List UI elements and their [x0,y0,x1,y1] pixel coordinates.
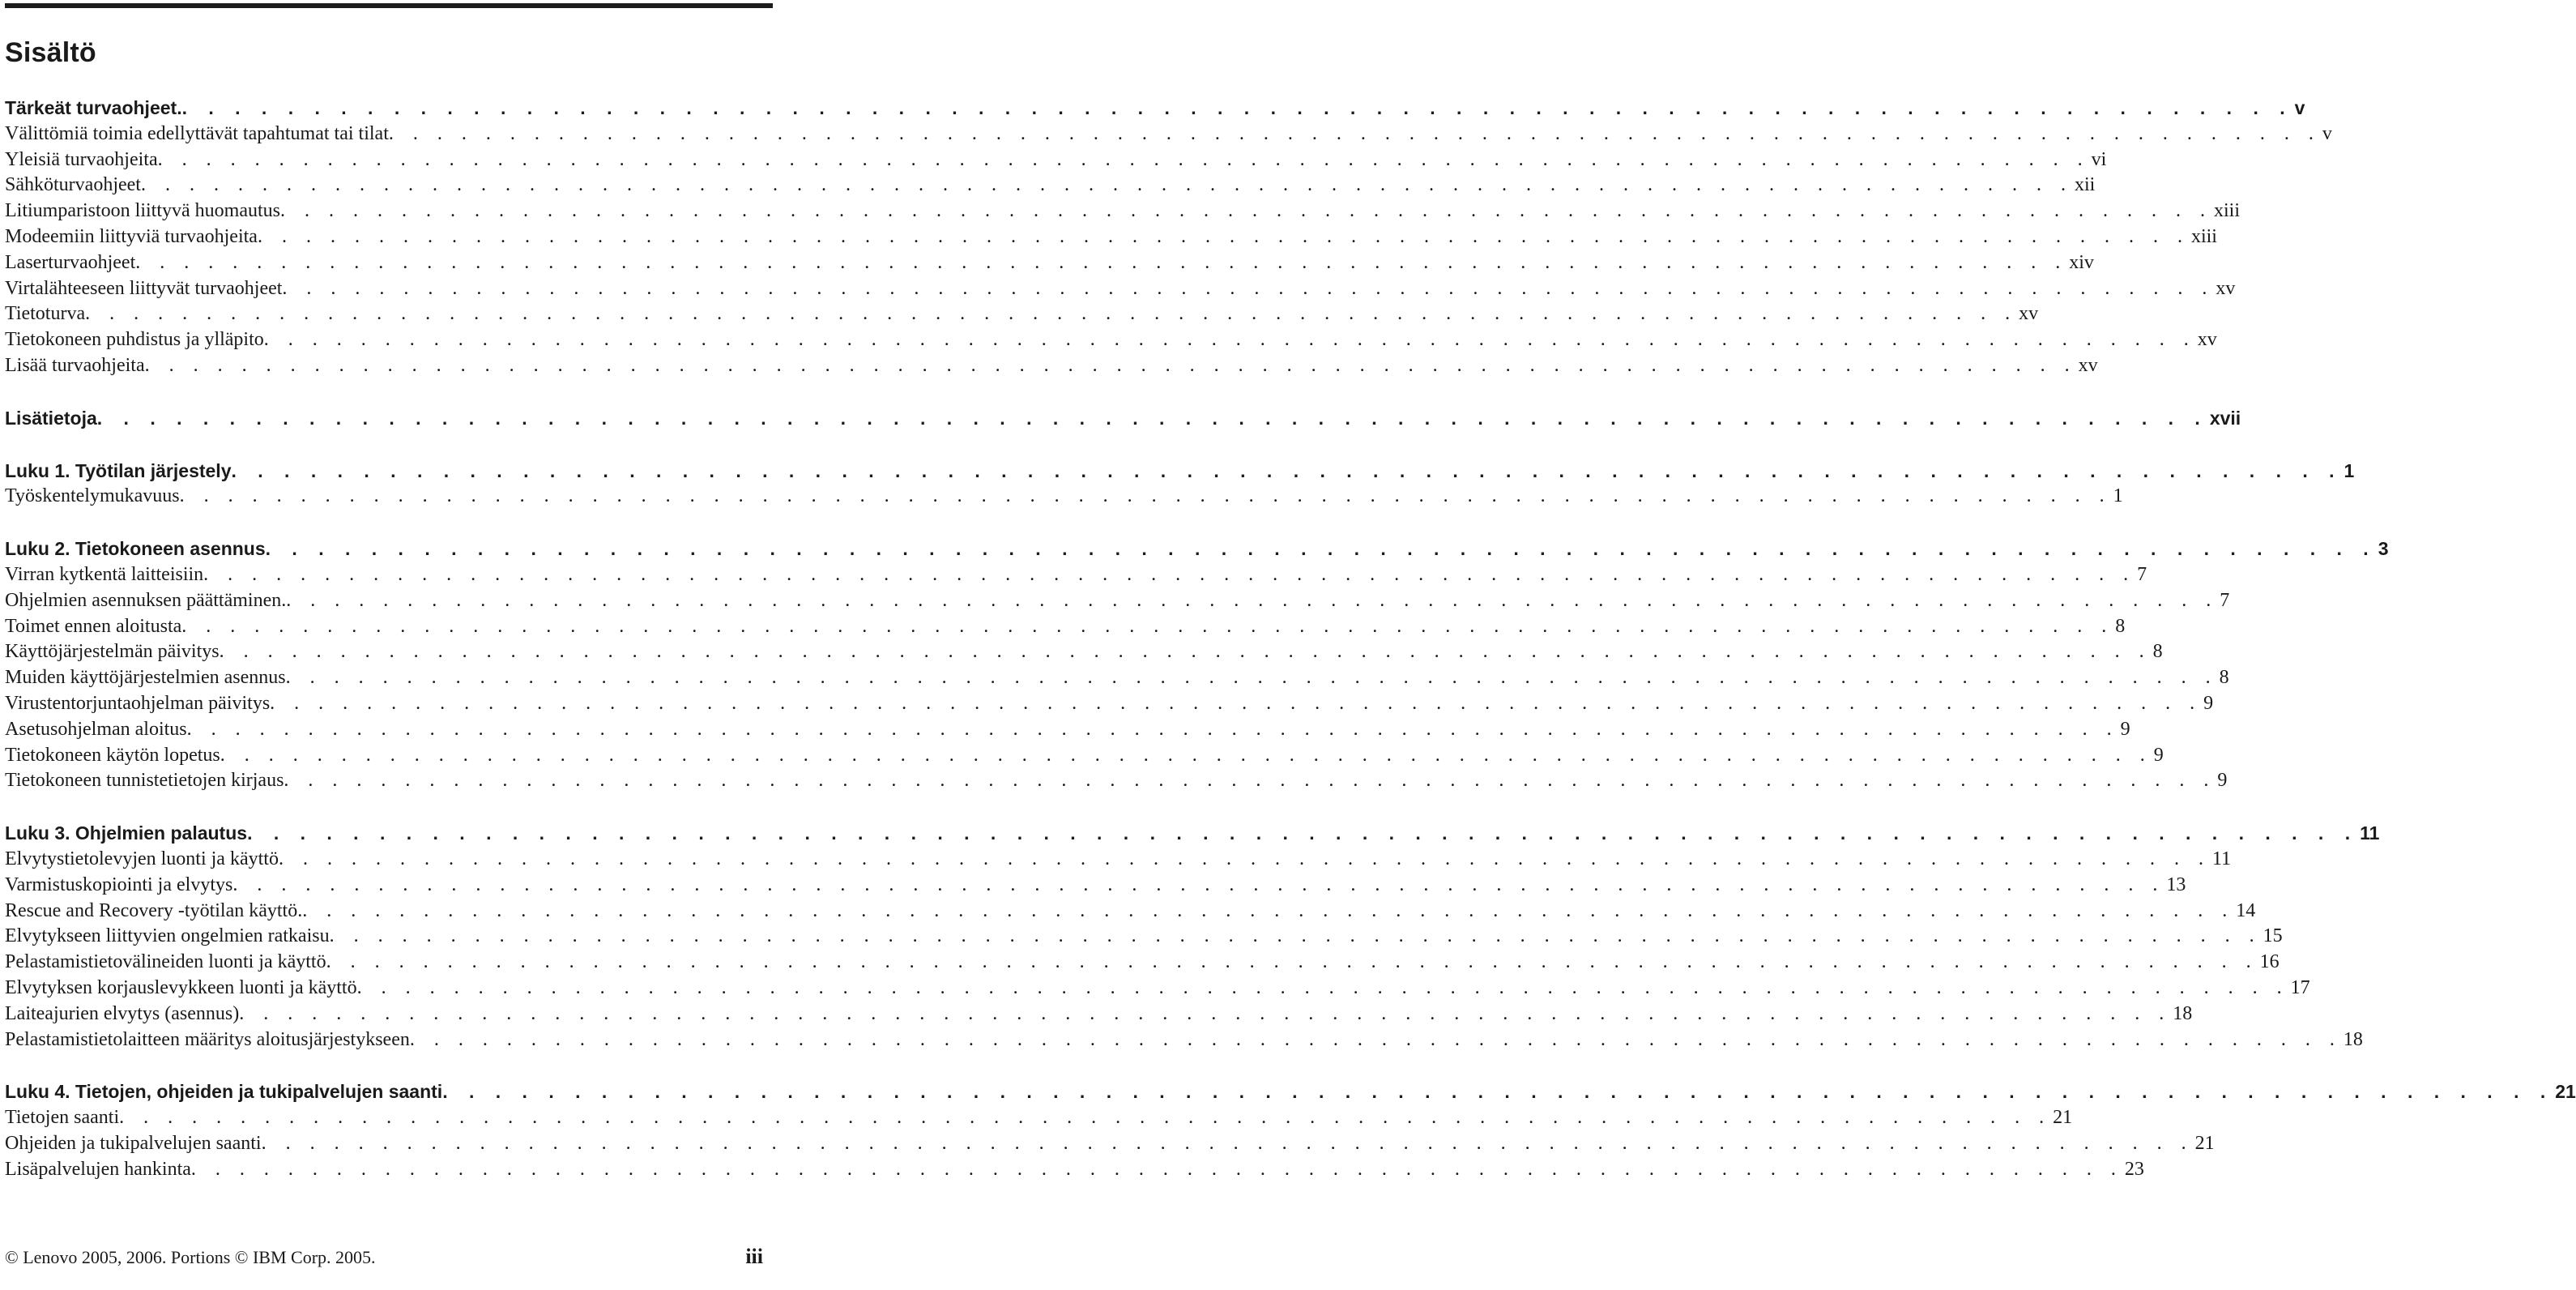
toc-entry[interactable] [5,588,2230,614]
toc-page-number: xvii [2209,407,2241,429]
toc-entry[interactable] [5,1131,2215,1157]
dot-leader: . . . . . . . . . . . . . . . . . . . . . . . . . . . . . . . . . . . . . . . . . . . . . . . . . . . . . . . . . . . . . . . . . . . . . . . . . . . . . . . . [190,1158,2123,1180]
toc-section [5,821,2380,1053]
toc-entry[interactable] [5,327,2217,353]
toc-title: Luku 1. Työtilan järjestely [5,459,232,481]
toc-entry[interactable] [5,1157,2144,1183]
toc-page-number: 9 [2203,692,2214,714]
toc-entry[interactable] [5,1027,2363,1053]
toc-page-number: 3 [2378,538,2389,560]
toc-title: Litiumparistoon liittyvä huomautus [5,200,280,222]
toc-title: Ohjelmien asennuksen päättäminen. [5,589,287,611]
section-spacer [5,379,763,406]
toc-section [5,1079,2576,1182]
toc-entry[interactable] [5,639,2163,665]
dot-leader: . . . . . . . . . . . . . . . . . . . . . . . . . . . . . . . . . . . . . . . . . . . . . . . . . . . . . . . . . . . . . . . . . . . . . . . . . . . . . . . . [284,770,2216,792]
dot-leader: . . . . . . . . . . . . . . . . . . . . . . . . . . . . . . . . . . . . . . . . . . . . . . . . . . . . . . . . . . . . . . . . . . . . . . . . . . . . . . . . [442,1081,2554,1103]
toc-title: Virustentorjuntaohjelman päivitys [5,692,271,714]
toc-page-number: 7 [2220,589,2230,611]
dot-leader: . . . . . . . . . . . . . . . . . . . . . . . . . . . . . . . . . . . . . . . . . . . . . . . . . . . . . . . . . . . . . . . . . . . . . . . . . . . . . . . . [219,641,2152,663]
toc-title: Luku 2. Tietokoneen asennus [5,538,266,560]
dot-leader: . . . . . . . . . . . . . . . . . . . . . . . . . . . . . . . . . . . . . . . . . . . . . . . . . . . . . . . . . . . . . . . . . . . . . . . . . . . . . . . . [257,225,2190,247]
toc-entry[interactable] [5,924,2283,950]
toc-title: Sähköturvaohjeet [5,174,141,196]
toc-title: Lisää turvaohjeita [5,354,145,376]
dot-leader: . . . . . . . . . . . . . . . . . . . . . . . . . . . . . . . . . . . . . . . . . . . . . . . . . . . . . . . . . . . . . . . . . . . . . . . . . . . . . . . . [140,174,2073,196]
toc-page-number: 1 [2113,485,2123,507]
toc-entry[interactable] [5,199,2240,224]
dot-leader: . . . . . . . . . . . . . . . . . . . . . . . . . . . . . . . . . . . . . . . . . . . . . . . . . . . . . . . . . . . . . . . . . . . . . . . . . . . . . . . . [239,1002,2172,1024]
toc-page-number: 23 [2124,1158,2144,1180]
toc-page-number: 7 [2137,563,2147,585]
dot-leader: . . . . . . . . . . . . . . . . . . . . . . . . . . . . . . . . . . . . . . . . . . . . . . . . . . . . . . . . . . . . . . . . . . . . . . . . . . . . . . . . [270,692,2203,714]
toc-entry[interactable] [5,173,2096,199]
dot-leader: . . . . . . . . . . . . . . . . . . . . . . . . . . . . . . . . . . . . . . . . . . . . . . . . . . . . . . . . . . . . . . . . . . . . . . . . . . . . . . . . [232,874,2165,895]
toc-entry[interactable] [5,147,2107,173]
toc-title: Tietokoneen puhdistus ja ylläpito [5,329,264,351]
toc-page-number: 9 [2217,770,2228,792]
toc-page-number: 21 [2555,1081,2576,1103]
toc-entry[interactable] [5,768,2228,794]
toc-page-number: 15 [2263,925,2283,947]
toc-page-number: xv [2216,277,2236,299]
toc-heading[interactable] [5,96,2305,122]
dot-leader: . . . . . . . . . . . . . . . . . . . . . . . . . . . . . . . . . . . . . . . . . . . . . . . . . . . . . . . . . . . . . . . . . . . . . . . . . . . . . . . . [231,459,2343,481]
dot-leader: . . . . . . . . . . . . . . . . . . . . . . . . . . . . . . . . . . . . . . . . . . . . . . . . . . . . . . . . . . . . . . . . . . . . . . . . . . . . . . . . [286,589,2219,611]
dot-leader: . . . . . . . . . . . . . . . . . . . . . . . . . . . . . . . . . . . . . . . . . . . . . . . . . . . . . . . . . . . . . . . . . . . . . . . . . . . . . . . . [144,354,2077,376]
toc-heading[interactable] [5,536,2389,562]
toc-entry[interactable] [5,301,2039,327]
dot-leader: . . . . . . . . . . . . . . . . . . . . . . . . . . . . . . . . . . . . . . . . . . . . . . . . . . . . . . . . . . . . . . . . . . . . . . . . . . . . . . . . [302,899,2235,921]
toc-entry[interactable] [5,1002,2193,1027]
toc-page-number: 21 [2194,1132,2215,1154]
toc-title: Asetusohjelman aloitus [5,718,187,740]
toc-title: Muiden käyttöjärjestelmien asennus [5,667,286,689]
toc-entry[interactable] [5,353,2098,379]
toc-title: Pelastamistietovälineiden luonti ja käyttö [5,951,326,973]
toc-entry[interactable] [5,976,2310,1002]
dot-leader: . . . . . . . . . . . . . . . . . . . . . . . . . . . . . . . . . . . . . . . . . . . . . . . . . . . . . . . . . . . . . . . . . . . . . . . . . . . . . . . . [247,822,2359,844]
dot-leader: . . . . . . . . . . . . . . . . . . . . . . . . . . . . . . . . . . . . . . . . . . . . . . . . . . . . . . . . . . . . . . . . . . . . . . . . . . . . . . . . [85,303,2018,325]
toc-page-number: 1 [2344,459,2355,481]
dot-leader: . . . . . . . . . . . . . . . . . . . . . . . . . . . . . . . . . . . . . . . . . . . . . . . . . . . . . . . . . . . . . . . . . . . . . . . . . . . . . . . . [135,251,2068,273]
dot-leader: . . . . . . . . . . . . . . . . . . . . . . . . . . . . . . . . . . . . . . . . . . . . . . . . . . . . . . . . . . . . . . . . . . . . . . . . . . . . . . . . [179,485,2112,507]
dot-leader: . . . . . . . . . . . . . . . . . . . . . . . . . . . . . . . . . . . . . . . . . . . . . . . . . . . . . . . . . . . . . . . . . . . . . . . . . . . . . . . . [263,329,2196,351]
dot-leader: . . . . . . . . . . . . . . . . . . . . . . . . . . . . . . . . . . . . . . . . . . . . . . . . . . . . . . . . . . . . . . . . . . . . . . . . . . . . . . . . [181,97,2293,118]
dot-leader: . . . . . . . . . . . . . . . . . . . . . . . . . . . . . . . . . . . . . . . . . . . . . . . . . . . . . . . . . . . . . . . . . . . . . . . . . . . . . . . . [261,1132,2194,1154]
toc-section [5,406,2241,432]
toc-title: Tietokoneen tunnistetietojen kirjaus [5,770,284,792]
toc-heading[interactable] [5,1079,2576,1105]
toc-title: Virtalähteeseen liittyvät turvaohjeet [5,277,283,299]
table-of-contents [5,96,2576,1182]
section-spacer [5,794,763,821]
toc-title: Tietojen saanti [5,1107,120,1129]
toc-title: Modeemiin liittyviä turvaohjeita [5,225,258,247]
dot-leader: . . . . . . . . . . . . . . . . . . . . . . . . . . . . . . . . . . . . . . . . . . . . . . . . . . . . . . . . . . . . . . . . . . . . . . . . . . . . . . . . [326,951,2258,973]
toc-entry[interactable] [5,717,2130,743]
toc-title: Toimet ennen aloitusta [5,615,182,637]
toc-entry[interactable] [5,899,2256,925]
toc-page-number: xiii [2213,200,2240,222]
toc-heading[interactable] [5,821,2380,847]
toc-section [5,459,2355,510]
toc-title: Luku 4. Tietojen, ohjeiden ja tukipalvelujen saanti [5,1081,443,1103]
toc-entry[interactable] [5,224,2217,250]
toc-title: Lisäpalvelujen hankinta [5,1158,191,1180]
toc-title: Välittömiä toimia edellyttävät tapahtumat tai tilat [5,122,389,144]
toc-page-number: 8 [2219,667,2229,689]
toc-entry[interactable] [5,873,2186,899]
toc-page-number: 8 [2115,615,2126,637]
toc-title: Tietoturva [5,303,86,325]
toc-entry[interactable] [5,276,2236,302]
toc-page-number: 11 [2360,822,2380,844]
toc-page-number: xiv [2069,251,2094,273]
toc-title: Käyttöjärjestelmän päivitys [5,641,220,663]
dot-leader: . . . . . . . . . . . . . . . . . . . . . . . . . . . . . . . . . . . . . . . . . . . . . . . . . . . . . . . . . . . . . . . . . . . . . . . . . . . . . . . . [285,667,2218,689]
toc-entry[interactable] [5,665,2229,691]
toc-title: Elvytyksen korjauslevykkeen luonti ja käyttö [5,976,357,998]
toc-title: Ohjeiden ja tukipalvelujen saanti [5,1132,262,1154]
dot-leader: . . . . . . . . . . . . . . . . . . . . . . . . . . . . . . . . . . . . . . . . . . . . . . . . . . . . . . . . . . . . . . . . . . . . . . . . . . . . . . . . [220,744,2152,766]
toc-title: Elvytystietolevyjen luonti ja käyttö [5,848,279,869]
dot-leader: . . . . . . . . . . . . . . . . . . . . . . . . . . . . . . . . . . . . . . . . . . . . . . . . . . . . . . . . . . . . . . . . . . . . . . . . . . . . . . . . [203,563,2136,585]
toc-entry[interactable] [5,250,2094,276]
dot-leader: . . . . . . . . . . . . . . . . . . . . . . . . . . . . . . . . . . . . . . . . . . . . . . . . . . . . . . . . . . . . . . . . . . . . . . . . . . . . . . . . [278,848,2211,869]
toc-page-number: 13 [2166,874,2186,895]
dot-leader: . . . . . . . . . . . . . . . . . . . . . . . . . . . . . . . . . . . . . . . . . . . . . . . . . . . . . . . . . . . . . . . . . . . . . . . . . . . . . . . . [356,976,2289,998]
toc-page-number: 21 [2053,1107,2073,1129]
toc-entry[interactable] [5,614,2126,640]
toc-page-number: 8 [2152,641,2163,663]
toc-section [5,536,2389,794]
toc-entry[interactable] [5,847,2232,873]
dot-leader: . . . . . . . . . . . . . . . . . . . . . . . . . . . . . . . . . . . . . . . . . . . . . . . . . . . . . . . . . . . . . . . . . . . . . . . . . . . . . . . . [265,538,2377,560]
page-footer [5,1245,763,1274]
toc-title: Luku 3. Ohjelmien palautus [5,822,248,844]
toc-page-number: xii [2074,174,2096,196]
toc-title: Rescue and Recovery -työtilan käyttö. [5,899,303,921]
toc-title: Yleisiä turvaohjeita [5,148,158,170]
toc-heading[interactable] [5,459,2355,485]
toc-page-number: vi [2091,148,2107,170]
toc-section [5,96,2332,379]
toc-title: Pelastamistietolaitteen määritys aloitusjärjestykseen [5,1028,410,1050]
toc-heading[interactable] [5,406,2241,432]
toc-entry[interactable] [5,1105,2073,1131]
page-number: iii [745,1245,763,1268]
toc-title: Varmistuskopiointi ja elvytys [5,874,233,895]
toc-page-number: 18 [2173,1002,2193,1024]
toc-page-number: v [2294,97,2305,118]
toc-page-number: 11 [2211,848,2232,869]
toc-entry[interactable] [5,950,2280,976]
top-rule [5,3,773,8]
toc-entry[interactable] [5,122,2332,147]
dot-leader: . . . . . . . . . . . . . . . . . . . . . . . . . . . . . . . . . . . . . . . . . . . . . . . . . . . . . . . . . . . . . . . . . . . . . . . . . . . . . . . . [181,615,2114,637]
page-title: Sisältö [5,37,96,68]
toc-page-number: 18 [2343,1028,2363,1050]
dot-leader: . . . . . . . . . . . . . . . . . . . . . . . . . . . . . . . . . . . . . . . . . . . . . . . . . . . . . . . . . . . . . . . . . . . . . . . . . . . . . . . . [186,718,2119,740]
toc-title: Tärkeät turvaohjeet. [5,97,182,118]
dot-leader: . . . . . . . . . . . . . . . . . . . . . . . . . . . . . . . . . . . . . . . . . . . . . . . . . . . . . . . . . . . . . . . . . . . . . . . . . . . . . . . . [329,925,2262,947]
toc-title: Laiteajurien elvytys (asennus) [5,1002,240,1024]
toc-title: Työskentelymukavuus [5,485,180,507]
toc-title: Elvytykseen liittyvien ongelmien ratkaisu [5,925,330,947]
dot-leader: . . . . . . . . . . . . . . . . . . . . . . . . . . . . . . . . . . . . . . . . . . . . . . . . . . . . . . . . . . . . . . . . . . . . . . . . . . . . . . . . [119,1107,2052,1129]
toc-page-number: xiii [2190,225,2217,247]
dot-leader: . . . . . . . . . . . . . . . . . . . . . . . . . . . . . . . . . . . . . . . . . . . . . . . . . . . . . . . . . . . . . . . . . . . . . . . . . . . . . . . . [409,1028,2342,1050]
toc-entry[interactable] [5,691,2214,717]
toc-title: Tietokoneen käytön lopetus [5,744,220,766]
toc-page-number: xv [2197,329,2217,351]
section-spacer [5,510,763,536]
toc-page-number: xv [2078,354,2098,376]
dot-leader: . . . . . . . . . . . . . . . . . . . . . . . . . . . . . . . . . . . . . . . . . . . . . . . . . . . . . . . . . . . . . . . . . . . . . . . . . . . . . . . . [388,122,2321,144]
toc-page-number: v [2322,122,2332,144]
toc-page-number: 9 [2120,718,2130,740]
toc-entry[interactable] [5,562,2147,588]
toc-title: Laserturvaohjeet [5,251,136,273]
toc-page-number: 17 [2290,976,2310,998]
toc-title: Virran kytkentä laitteisiin [5,563,204,585]
dot-leader: . . . . . . . . . . . . . . . . . . . . . . . . . . . . . . . . . . . . . . . . . . . . . . . . . . . . . . . . . . . . . . . . . . . . . . . . . . . . . . . . [96,407,2208,429]
dot-leader: . . . . . . . . . . . . . . . . . . . . . . . . . . . . . . . . . . . . . . . . . . . . . . . . . . . . . . . . . . . . . . . . . . . . . . . . . . . . . . . . [282,277,2215,299]
dot-leader: . . . . . . . . . . . . . . . . . . . . . . . . . . . . . . . . . . . . . . . . . . . . . . . . . . . . . . . . . . . . . . . . . . . . . . . . . . . . . . . . [157,148,2090,170]
toc-entry[interactable] [5,484,2123,510]
toc-page-number: 14 [2236,899,2256,921]
toc-title: Lisätietoja [5,407,97,429]
toc-page-number: 9 [2153,744,2164,766]
section-spacer [5,432,763,459]
toc-entry[interactable] [5,743,2164,769]
section-spacer [5,1053,763,1079]
dot-leader: . . . . . . . . . . . . . . . . . . . . . . . . . . . . . . . . . . . . . . . . . . . . . . . . . . . . . . . . . . . . . . . . . . . . . . . . . . . . . . . . [279,200,2212,222]
toc-page-number: xv [2019,303,2039,325]
copyright-notice: © Lenovo 2005, 2006. Portions © IBM Corp. 2005. [5,1247,376,1267]
toc-page-number: 16 [2259,951,2280,973]
